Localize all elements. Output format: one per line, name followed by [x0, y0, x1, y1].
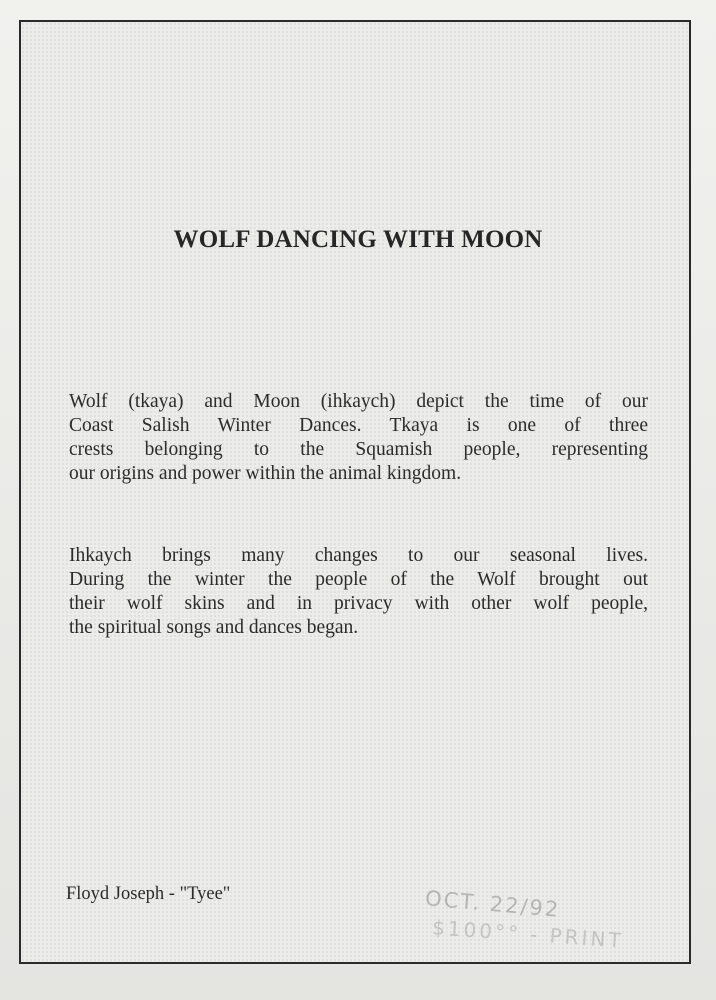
paragraph-wolf-and-moon: [69, 390, 648, 486]
text-line: Coast Salish Winter Dances. Tkaya is one of three: [69, 415, 648, 436]
text-line: Wolf (tkaya) and Moon (ihkaych) depict the time of our: [69, 391, 648, 412]
document-title: WOLF DANCING WITH MOON: [173, 226, 543, 253]
document-sheet: [19, 20, 691, 964]
pencil-price-note: $100°° - PRINT: [431, 915, 625, 953]
text-line: their wolf skins and in privacy with other wolf people,: [69, 593, 648, 614]
paragraph-ihkaych: [69, 544, 648, 640]
text-line: our origins and power within the animal kingdom.: [69, 463, 462, 484]
text-line: crests belonging to the Squamish people, representing: [69, 439, 648, 460]
text-line: Ihkaych brings many changes to our seasonal lives.: [69, 545, 648, 566]
artist-signature: Floyd Joseph - "Tyee": [66, 884, 231, 904]
text-line: During the winter the people of the Wolf brought out: [69, 569, 648, 590]
pencil-date-note: OCT. 22/92: [424, 886, 562, 922]
text-line: the spiritual songs and dances began.: [69, 617, 359, 638]
